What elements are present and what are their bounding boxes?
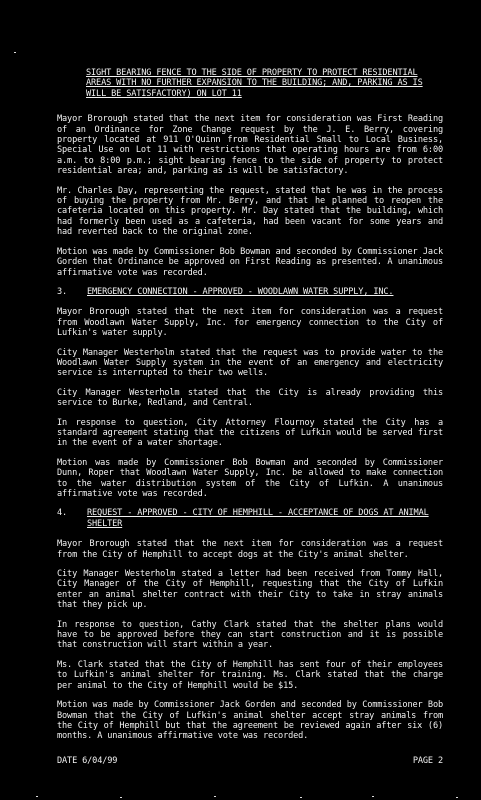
paragraph: City Manager Westerholm stated a letter had been received from Tommy Hall, City Manager of the City of Hemphill, requesting that the City of Lufkin enter an animal shelter contract with their City to take in stray animals that they pick up. [57, 569, 443, 611]
paragraph: In response to question, City Attorney Flournoy stated the City has a standard agreement stating that the citizens of Lufkin would be served first in the event of a water shortage. [57, 417, 443, 449]
scan-speck [120, 797, 122, 798]
section-number: 3. [57, 286, 68, 297]
paragraph: In response to question, Cathy Clark stated that the shelter plans would have to be approved before they can start construction and it is possible that construction will start within a year. [57, 619, 443, 651]
paragraph: Mayor Brorough stated that the next item for consideration was a request from Woodlawn Water Supply, Inc. for emergency connection to the City of Lufkin's water supply. [57, 307, 443, 339]
paragraph: Mayor Brorough stated that the next item for consideration was First Reading of an Ordinance for Zone Change request by the J. E. Berry, covering property located at 911 O'Quinn from Residential Small to Local Business, Special Use on Lot 11 with restrictions that operating hours are from 6:00 a.m. to 8:00 p.m.; sight bearing fence to the side of property to protect residential area; and, parking as is will be satisfactory. [57, 114, 443, 177]
paragraph: Mayor Brorough stated that the next item for consideration was a request from the City of Hemphill to accept dogs at the City's animal shelter. [57, 539, 443, 560]
paragraph: Motion was made by Commissioner Bob Bowman and seconded by Commissioner Dunn, Roper that Woodlawn Water Supply, Inc. be allowed to make connection to the water distribution system of the City of Lufkin. A unanimous affirmative vote was recorded. [57, 457, 443, 499]
footer-page-number: PAGE 2 [412, 755, 443, 766]
section-title: EMERGENCY CONNECTION - APPROVED - WOODLAWN WATER SUPPLY, INC. [87, 286, 394, 297]
scan-speck [372, 796, 374, 797]
scan-speck [456, 797, 458, 798]
page-footer [57, 756, 443, 766]
item-2-body [57, 114, 443, 278]
item-4-body [57, 539, 443, 742]
paragraph: Motion was made by Commissioner Jack Gorden and seconded by Commissioner Bob Bowman that the City of Lufkin's animal shelter accept stray animals from the City of Hemphill but that the agreement be reviewed again after six (6) months. A unanimous affirmative vote was recorded. [57, 700, 443, 742]
section-number: 4. [57, 508, 68, 519]
footer-date: DATE 6/04/99 [57, 755, 118, 766]
scan-speck [300, 797, 302, 798]
scan-speck [36, 796, 38, 797]
paragraph: Mr. Charles Day, representing the request, stated that he was in the process of buying the property from Mr. Berry, and that he planned to reopen the cafeteria located on this property. Mr. Day stated that the building, which had formerly been used as a cafeteria, had been vacant for some years and had reverted back to the original zone. [57, 185, 443, 238]
paragraph: Motion was made by Commissioner Bob Bowman and seconded by Commissioner Jack Gorden that Ordinance be approved on First Reading as presented. A unanimous affirmative vote was recorded. [57, 246, 443, 278]
section-title: REQUEST - APPROVED - CITY OF HEMPHILL - ACCEPTANCE OF DOGS AT ANIMAL SHELTER [87, 508, 429, 529]
scan-speck [214, 796, 216, 797]
paragraph: City Manager Westerholm stated that the request was to provide water to the Woodlawn Water Supply system in the event of an emergency and electricity service is interrupted to their two wells. [57, 347, 443, 379]
paragraph: City Manager Westerholm stated that the City is already providing this service to Burke, Redland, and Central. [57, 387, 443, 409]
paragraph: Ms. Clark stated that the City of Hemphill has sent four of their employees to Lufkin's animal shelter for training. Ms. Clark stated that the charge per animal to the City of Hemphill would be $15. [57, 659, 443, 691]
section-4-heading [57, 508, 443, 529]
item-heading: SIGHT BEARING FENCE TO THE SIDE OF PROPERTY TO PROTECT RESIDENTIAL AREAS WITH NO FURTHER EXPANSION TO THE BUILDING; AND, PARKING AS IS WILL BE SATISFACTORY) ON LOT 11 [86, 68, 423, 99]
item-3-body [57, 307, 443, 499]
minutes-document [57, 68, 443, 766]
scan-speck [14, 52, 16, 53]
section-3-heading [57, 287, 443, 297]
